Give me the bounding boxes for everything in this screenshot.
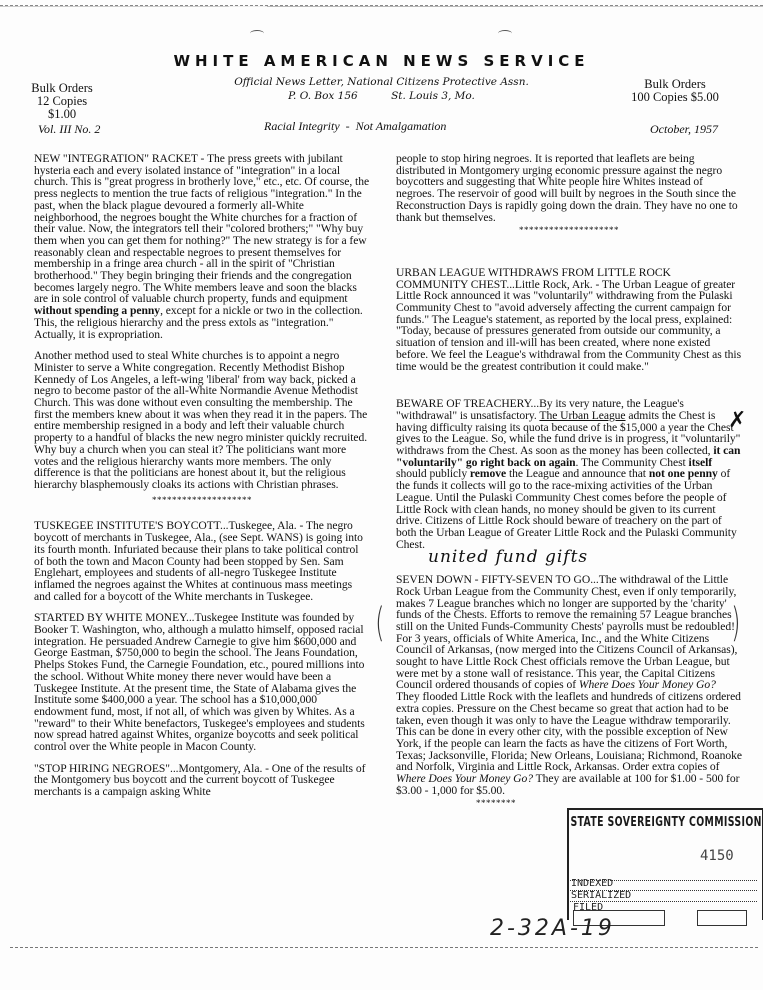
article-body: the League and announce that (506, 467, 649, 481)
bulk-orders-left (22, 82, 102, 121)
bulk-left-price: 12 Copies $1.00 (36, 94, 88, 121)
bulk-right-label: Bulk Orders (644, 77, 706, 91)
article-white-money (34, 612, 370, 752)
bracket-right-icon: ) (731, 600, 741, 646)
headline: NEW "INTEGRATION" RACKET (34, 152, 198, 165)
check-mark-icon: ✗ (728, 408, 747, 433)
emphasis: it can "voluntarily" go right back on again (396, 444, 741, 469)
handwritten-underline: The Urban League (539, 408, 626, 422)
article-body: ...Tuskegee, Ala. - The negro boycott of merchants in Tuskegee, Ala., (see Sept. WANS) is going into its fourth month. Infuriated because their plans to take political control of both the town and Macon County had been stopped by Sen. Sam Englehart, employees and students of all-negro Tuskegee Institute inflamed the negroes against the Whites at continuous mass meetings and called for a boycott of the White merchants in Tuskegee. (34, 519, 363, 603)
article-body: They are available at 100 for $1.00 - 500 for $3.00 - 1,000 for $5.00. (396, 772, 740, 797)
article-body: ...Tuskegee Institute was founded by Booker T. Washington, who, although a mulatto himself, opposed racial integration. He persuaded Andrew Carnegie to give him $600,000 and George Eastman, $750,000 to begin the school. The Jeans Foundation, Phelps Stokes Fund, the Carnegie Foundation, etc., poured millions into the school. Without White money there never would have been a Tuskegee Institute. At the present time, the State of Alabama gives the Institute some $400,000 a year. The school has a $10,000,000 endowment fund, most, if not all, of which was given by Whites. As a "reward" to their White benefactors, Tuskegee's employees and students now spread hatred against Whites, organize boycotts and seek political control over the White people in Macon County. (34, 611, 365, 754)
headline: URBAN LEAGUE WITHDRAWS FROM LITTLE ROCK COMMUNITY CHEST (396, 265, 671, 291)
stamp-dotted-line (570, 880, 757, 881)
emphasis: without spending a penny (34, 304, 161, 318)
handwritten-note: united fund gifts (428, 547, 589, 568)
emphasis: remove (469, 467, 507, 481)
scan-top-shadow (0, 6, 763, 7)
headline: SEVEN DOWN - FIFTY-SEVEN TO GO (396, 573, 591, 587)
article-integration-racket (34, 153, 370, 340)
article-body: Another method used to steal White churches is to appoint a negro Minister to serve a White congregation. Recently Methodist Bishop Kennedy of Los Angeles, a left-wing 'liberal' from way back, picked a negro to become pastor of the all-White Normandie Avenue Methodist Church. This was done without even consulting the membership. The first the members knew about it was when they read it in the papers. The entire membership resigned in a body and left their valuable church property to a handful of blacks the new negro minister quickly recruited. Why buy a church when you can steal it? The politicians want more votes and the religious hierarchy wants more members. The only difference is that the politicians are honest about it, but the religious hierarchy blasphemously cloaks its actions with Christian phrases. (34, 349, 368, 491)
article-body: ...By its very nature, the League's "withdrawal" is unsatisfactory. (396, 397, 684, 422)
article-tuskegee-boycott (34, 520, 370, 602)
scan-bottom-edge (10, 947, 758, 948)
separator: ******************** (519, 225, 619, 236)
article-body: They flooded Little Rock with the leaflets and hundreds of citizens ordered extra copies. Pressure on the Chest became so great that action had to be taken, even though it was only to have the League withdraw temporarily. This can be done in every other city, with the possible exception of New York, if the people can learn the facts as have the citizens of Fort Worth, Texas; Jacksonville, Florida; New Orleans, Louisiana; Richmond, Roanoke and Norfolk, Virginia and Little Rock, Arkansas. Order extra copies of (396, 690, 742, 774)
issue-date: October, 1957 (650, 122, 718, 136)
article-body-end: , except for a nickle or two in the collection. This, the religious hierarchy and the press extols as "integration." Actually, it is expropriation. (34, 304, 363, 341)
motto: Racial Integrity - Not Amalgamation (264, 119, 447, 133)
article-body: . The Community Chest (575, 455, 689, 469)
article-body: admits the Chest is having difficulty raising its quota because of the $15,000 a year the Chest gives to the League. So, while the fund drive is in progress, it "voluntarily" withdraws from the Chest. As soon as the money has been collected, (396, 408, 741, 458)
article-body: - The press greets with jubilant hysteria each and every isolated instance of "integration" in a local church. This is "great progress in brotherly love," etc., etc. Of course, the press neglects to mention the true facts of religious "integration." In the past, when the black plague devoured a formerly all-White neighborhood, the negroes bought the White churches for a fraction of their value. Now, the integrators tell their "colored brothers;" "Why buy them when you can get them for nothing?" The new strategy is for a few reasonably clean and respectable negroes to present themselves for membership in a fringe area church - all in the spirit of "Christian brotherhood." They begin bringing their friends and the congregation becomes largely negro. The White members leave and soon the blacks are in sole control of valuable church property, funds and equipment (34, 152, 370, 306)
emphasis: itself (688, 455, 713, 469)
article-body: of the funds it collects will go to the race-mixing activities of the Urban League. Until the Pulaski Community Chest comes before the people of Little Rock with clean hands, no money should be given to its current drive. Citizens of Little Rock should beware of treachery on the part of both the Urban League of Greater Little Rock and the Pulaski Community Chest. (396, 467, 737, 551)
volume-number: Vol. III No. 2 (38, 122, 101, 136)
separator: ******************** (152, 494, 252, 505)
end-separator: ******** (476, 798, 516, 809)
punch-hole-left (250, 30, 264, 37)
article-stop-hiring (34, 763, 370, 798)
stamp-dotted-line (570, 901, 757, 902)
stamp-label-indexed: INDEXED (571, 878, 614, 889)
bulk-right-price: 100 Copies $5.00 (631, 90, 719, 104)
newsletter-address: P. O. Box 156 St. Louis 3, Mo. (288, 90, 475, 102)
stamp-label-serialized: SERIALIZED (571, 890, 632, 901)
right-column (396, 153, 742, 824)
article-body: people to stop hiring negroes. It is reported that leaflets are being distributed in Montgomery urging economic pressure against the negro boycotters and suggesting that White people hire Whites instead of negroes. The reservoir of good will built by negroes in the South since the Reconstruction Days is rapidly going down the drain. They have no one to thank but themselves. (396, 152, 738, 224)
stamp-field-box (697, 910, 747, 926)
punch-hole-right (498, 30, 512, 37)
stamp-title: STATE SOVEREIGNTY COMMISSION (570, 815, 762, 830)
article-steal-churches (34, 350, 370, 490)
headline: "STOP HIRING NEGROES" (34, 761, 170, 775)
article-urban-league-withdraws (396, 267, 742, 372)
left-column (34, 153, 370, 808)
article-seven-down (396, 574, 742, 796)
newsletter-subtitle: Official News Letter, National Citizens Protective Assn. (234, 76, 529, 88)
newsletter-title: WHITE AMERICAN NEWS SERVICE (173, 52, 590, 70)
headline: BEWARE OF TREACHERY (396, 397, 531, 411)
article-body: ...Montgomery, Ala. - One of the results of the Montgomery bus boycott and the current boycott of Tuskegee merchants is a campaign asking White (34, 761, 366, 799)
bulk-orders-right (620, 78, 730, 104)
sovereignty-commission-stamp (567, 808, 763, 920)
article-body: ...The withdrawal of the Little Rock Urban League from the Community Chest, even if only temporarily, makes 7 League branches which no longer are supported by the 'charity' funds of the Chests. Efforts to remove the remaining 57 League branches still on the United Funds-Community Chests' payrolls must be redoubled! For 3 years, officials of White America, Inc., and the White Citizens Council of Arkansas, (now merged into the Citizens Council of Arkansas), sought to have Little Rock Chest officials remove the Urban League, but were met by a stone wall of resistance. This year, the Capital Citizens Council ordered thousands of copies of (396, 573, 738, 692)
bracket-left-icon: ( (375, 600, 385, 646)
stamp-number: 4150 (700, 848, 734, 864)
leaflet-title: Where Does Your Money Go? (578, 678, 716, 692)
leaflet-title: Where Does Your Money Go? (396, 772, 533, 786)
bulk-left-label: Bulk Orders (31, 81, 93, 95)
continuation-text (396, 153, 742, 223)
stamp-dotted-line (570, 890, 757, 891)
handwritten-file-number: 2-32A-19 (490, 916, 615, 941)
headline: STARTED BY WHITE MONEY (34, 611, 186, 625)
emphasis: not one penny (648, 467, 718, 481)
article-body: should publicly (396, 467, 470, 481)
article-body: ...Little Rock, Ark. - The Urban League of greater Little Rock announced it was "voluntarily" withdrawing from the Pulaski Community Chest to "avoid adversely affecting the current campaign for funds." The League's statement, as reported by the local press, explained: "Today, because of pressures generated from outside our community, a situation of tension and ill-will has been created, where none existed before. We feel the League's withdrawal from the Community Chest as this time would be the greatest contribution it could make." (396, 277, 742, 373)
headline: TUSKEGEE INSTITUTE'S BOYCOTT (34, 519, 220, 533)
stamp-label-filed: FILED (573, 902, 604, 913)
article-beware-treachery (396, 398, 742, 550)
